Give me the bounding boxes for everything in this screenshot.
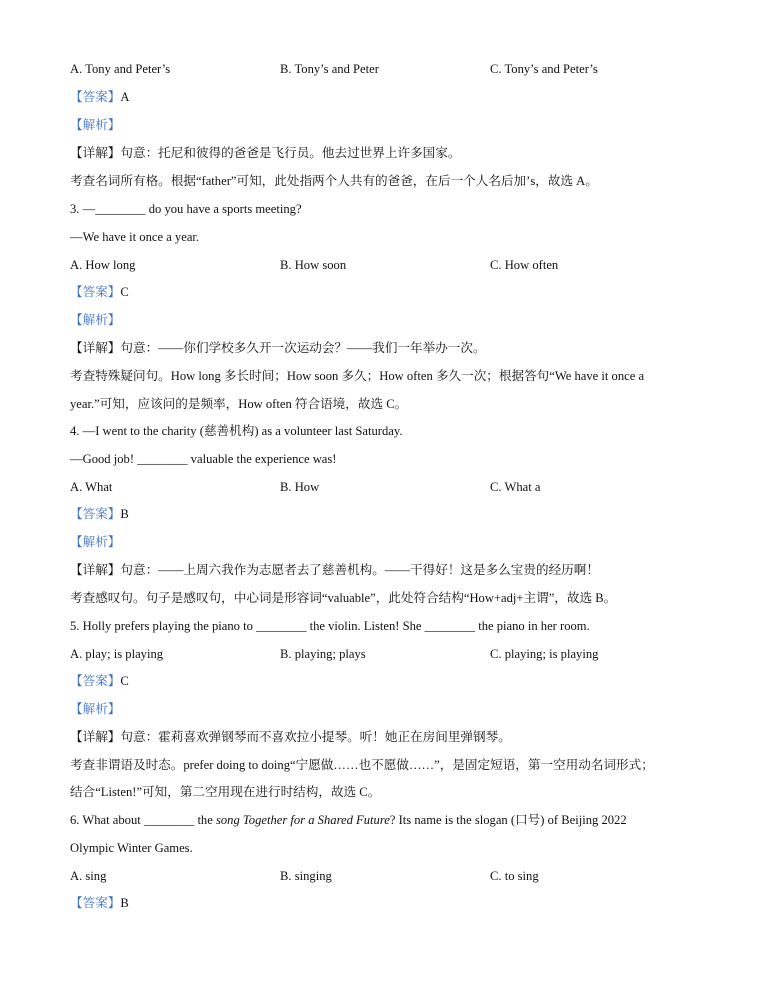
q6-answer: 【答案】B [70,896,129,910]
detail-label: 详解 [82,563,108,577]
q3-options [70,256,710,274]
q5-option-c: C. playing; is playing [490,647,599,661]
q3-option-c: C. How often [490,258,559,272]
q4-detail-text: 句意：——上周六我作为志愿者去了慈善机构。——干得好！这是多么宝贵的经历啊！ [120,563,599,577]
q6-stem-line-2: Olympic Winter Games. [70,841,193,855]
answer-label: 答案 [82,90,108,104]
q2-analysis: 【解析】 [70,118,121,132]
q4-explanation: 考查感叹句。句子是感叹句，中心词是形容词“valuable”，此处符合结构“How+adj+主谓”，故选 B。 [70,591,617,605]
q6-stem [70,811,627,829]
q5-explanation-line-1: 考查非谓语及时态。prefer doing to doing“宁愿做……也不愿做……”，是固定短语，第一空用动名词形式； [70,758,654,772]
q5-explanation-line-2: 结合“Listen!”可知，第二空用现在进行时结构，故选 C。 [70,785,381,799]
q4-stem: 4. —I went to the charity (慈善机构) as a volunteer last Saturday. [70,424,403,438]
q3-detail: 【详解】句意：——你们学校多久开一次运动会？——我们一年举办一次。 [70,341,486,355]
q4-detail: 【详解】句意：——上周六我作为志愿者去了慈善机构。——干得好！这是多么宝贵的经历啊！ [70,563,599,577]
q5-option-b: B. playing; plays [280,647,366,661]
detail-label: 详解 [82,341,108,355]
q2-option-a: A. Tony and Peter’s [70,62,171,76]
q5-answer-value: C [120,674,129,688]
q2-option-c: C. Tony’s and Peter’s [490,62,598,76]
q2-options [70,60,710,78]
q4-option-c: C. What a [490,480,541,494]
q3-answer-value: C [120,285,129,299]
q5-detail: 【详解】句意：霍莉喜欢弹钢琴而不喜欢拉小提琴。听！她正在房间里弹钢琴。 [70,730,511,744]
q2-answer: 【答案】A [70,90,130,104]
q2-answer-value: A [120,90,130,104]
q3-reply: —We have it once a year. [70,230,200,244]
q2-option-b: B. Tony’s and Peter [280,62,379,76]
q6-option-c: C. to sing [490,869,539,883]
q6-song-title: song Together for a Shared Future [215,813,390,827]
q6-stem-start: 6. What about ________ the [70,813,216,827]
answer-label: 答案 [82,285,108,299]
q4-options [70,478,710,496]
analysis-label: 解析 [82,313,108,327]
q3-explanation-line-1: 考查特殊疑问句。How long 多长时间；How soon 多久；How often 多久一次；根据答句“We have it once a [70,369,645,383]
q6-stem-end: ? Its name is the slogan (口号) of Beijing 2022 [389,813,627,827]
q5-detail-text: 句意：霍莉喜欢弹钢琴而不喜欢拉小提琴。听！她正在房间里弹钢琴。 [120,730,511,744]
q6-option-a: A. sing [70,869,107,883]
q4-option-b: B. How [280,480,320,494]
q2-detail-text: 句意：托尼和彼得的爸爸是飞行员。他去过世界上许多国家。 [120,146,461,160]
q3-stem: 3. —________ do you have a sports meeting? [70,202,302,216]
analysis-label: 解析 [82,702,108,716]
q4-analysis: 【解析】 [70,535,121,549]
q3-detail-text: 句意：——你们学校多久开一次运动会？——我们一年举办一次。 [120,341,486,355]
q2-detail: 【详解】句意：托尼和彼得的爸爸是飞行员。他去过世界上许多国家。 [70,146,461,160]
answer-label: 答案 [82,507,108,521]
q6-options [70,867,710,885]
q4-reply: —Good job! ________ valuable the experience was! [70,452,337,466]
q4-answer: 【答案】B [70,507,129,521]
q4-answer-value: B [120,507,129,521]
answer-label: 答案 [82,674,108,688]
detail-label: 详解 [82,146,108,160]
q5-option-a: A. play; is playing [70,647,164,661]
q3-option-a: A. How long [70,258,136,272]
q6-option-b: B. singing [280,869,332,883]
q3-analysis: 【解析】 [70,313,121,327]
q4-option-a: A. What [70,480,113,494]
answer-label: 答案 [82,896,108,910]
q3-option-b: B. How soon [280,258,347,272]
q5-stem: 5. Holly prefers playing the piano to ________ the violin. Listen! She ________ the piano in her room. [70,619,590,633]
analysis-label: 解析 [82,535,108,549]
q2-explanation: 考查名词所有格。根据“father”可知，此处指两个人共有的爸爸，在后一个人名后加’s，故选 A。 [70,174,598,188]
q5-analysis: 【解析】 [70,702,121,716]
q3-answer: 【答案】C [70,285,129,299]
q5-answer: 【答案】C [70,674,129,688]
q6-answer-value: B [120,896,129,910]
q5-options [70,645,710,663]
q3-explanation-line-2: year.”可知，应该问的是频率，How often 符合语境，故选 C。 [70,397,408,411]
detail-label: 详解 [82,730,108,744]
analysis-label: 解析 [82,118,108,132]
